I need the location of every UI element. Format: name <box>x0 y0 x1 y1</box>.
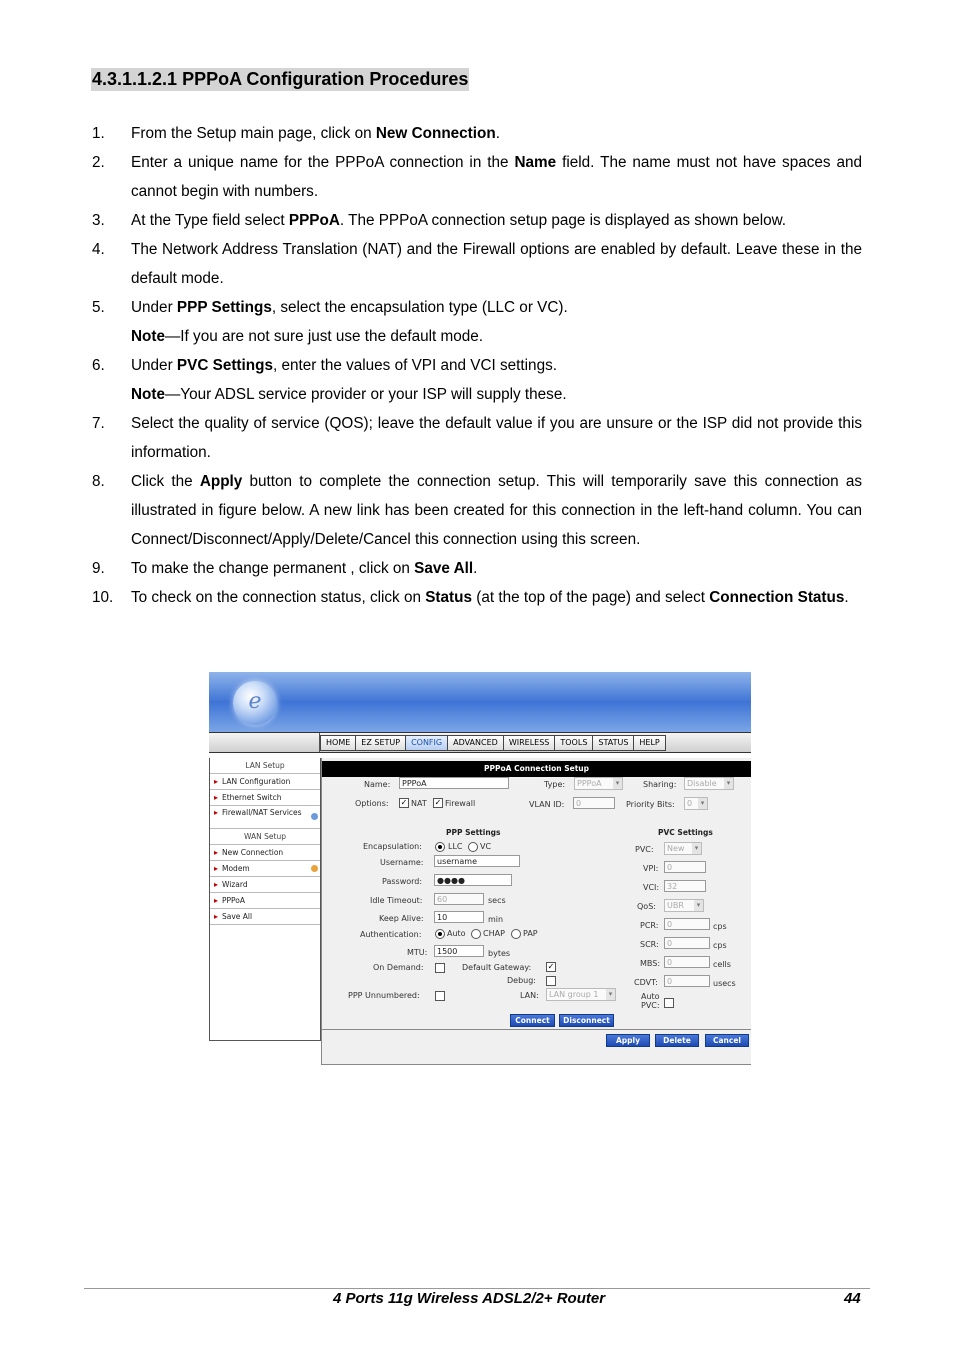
step-note <box>92 322 862 351</box>
step-text: Enter a unique name for the PPPoA connection in the <box>131 154 515 171</box>
default-gateway-label: Default Gateway: <box>462 963 532 972</box>
ppp-unnumbered-checkbox[interactable] <box>435 991 445 1001</box>
mtu-input[interactable]: 1500 <box>434 945 484 957</box>
logo-letter: e <box>248 689 262 714</box>
priority-label: Priority Bits: <box>626 800 675 809</box>
sidebar-item-new-connection[interactable]: ▸ New Connection <box>210 845 320 861</box>
status-dot-icon <box>311 865 318 872</box>
step-note <box>92 380 862 409</box>
procedure-steps <box>92 119 862 612</box>
top-nav <box>209 732 751 753</box>
nat-checkbox[interactable]: ✓ <box>400 798 408 807</box>
bold-text: PVC Settings <box>176 357 273 374</box>
sidebar-item-lan-configuration[interactable]: ▸ LAN Configuration <box>210 774 320 790</box>
sidebar-item-firewall-nat[interactable] <box>210 806 320 829</box>
step-text: (at the top of the page) and select <box>471 589 710 606</box>
cancel-button[interactable]: Cancel <box>705 1034 749 1047</box>
cdvt-label: CDVT: <box>634 978 658 987</box>
step-number: 9. <box>92 560 105 577</box>
tab-config[interactable]: CONFIG <box>406 735 448 751</box>
status-dot-icon <box>311 813 318 820</box>
step-text: , enter the values of VPI and VCI settings. <box>272 357 557 374</box>
step-number: 6. <box>92 357 105 374</box>
procedure-step <box>92 409 862 467</box>
bold-text: Status <box>425 589 472 606</box>
nav-spacer <box>209 733 320 752</box>
auto-pvc-label-line1: Auto <box>641 992 660 1001</box>
pcr-label: PCR: <box>640 921 659 930</box>
bold-text: Note <box>131 386 165 403</box>
step-number: 4. <box>92 241 105 258</box>
cdvt-unit: usecs <box>713 979 736 988</box>
bold-text: New Connection <box>375 125 496 142</box>
mbs-unit: cells <box>713 960 731 969</box>
pvc-settings-title: PVC Settings <box>658 828 713 837</box>
step-number: 7. <box>92 415 105 432</box>
idle-timeout-label: Idle Timeout: <box>370 896 423 905</box>
vc-label: VC <box>480 842 492 851</box>
vci-input[interactable]: 32 <box>664 880 706 892</box>
step-text: —Your ADSL service provider or your ISP will supply these. <box>165 386 567 403</box>
password-input[interactable]: ●●●● <box>434 874 512 886</box>
sharing-label: Sharing: <box>643 780 677 789</box>
username-input[interactable]: username <box>434 855 520 867</box>
step-text: , select the encapsulation type (LLC or VC). <box>271 299 568 316</box>
step-text: . <box>844 589 849 606</box>
scr-input[interactable]: 0 <box>664 937 710 949</box>
procedure-step <box>92 119 862 148</box>
procedure-step <box>92 293 862 322</box>
brand-logo <box>233 681 277 725</box>
vpi-input[interactable]: 0 <box>664 861 706 873</box>
options-label: Options: <box>355 799 389 808</box>
nav-tabs <box>320 735 666 751</box>
authentication-label: Authentication: <box>360 930 422 939</box>
step-number: 2. <box>92 154 105 171</box>
sidebar-item-modem[interactable] <box>210 861 320 877</box>
scr-unit: cps <box>713 941 727 950</box>
auth-pap-label: PAP <box>523 929 538 938</box>
name-label: Name: <box>364 780 391 789</box>
llc-label: LLC <box>448 842 463 851</box>
tab-tools[interactable]: TOOLS <box>555 735 593 751</box>
footer-rule <box>84 1288 870 1289</box>
tab-ez-setup[interactable]: EZ SETUP <box>356 735 406 751</box>
sidebar-item-pppoa[interactable]: ▸ PPPoA <box>210 893 320 909</box>
cdvt-input[interactable]: 0 <box>664 975 710 987</box>
tab-help[interactable]: HELP <box>634 735 665 751</box>
section-heading: 4.3.1.1.2.1 PPPoA Configuration Procedures <box>92 69 469 89</box>
auto-pvc-label-line2: PVC: <box>641 1001 660 1010</box>
mbs-input[interactable]: 0 <box>664 956 710 968</box>
auto-pvc-checkbox[interactable] <box>664 998 674 1008</box>
page-number: 44 <box>844 1290 861 1307</box>
router-ui-screenshot <box>209 672 751 1066</box>
procedure-step <box>92 467 862 554</box>
step-text: button to complete the connection setup. This will temporarily save this connection as illustrated in figure below. A new link has been created for this connection in the left-hand column. You can Connect/Disconnect/Apply/Delete/Cancel this connection using this screen. <box>131 473 863 548</box>
bold-text: Note <box>131 328 165 345</box>
banner <box>209 672 751 732</box>
step-text: Select the quality of service (QOS); leave the default value if you are unsure or the ISP did not provide this information. <box>131 415 862 461</box>
step-number: 1. <box>92 125 105 142</box>
procedure-step <box>92 583 862 612</box>
ppp-settings-title: PPP Settings <box>446 828 501 837</box>
bold-text: Name <box>514 154 557 171</box>
sidebar-header-lan: LAN Setup <box>210 758 320 774</box>
mtu-label: MTU: <box>407 948 428 957</box>
vc-radio[interactable] <box>468 842 478 852</box>
bold-text: PPPoA <box>288 212 340 229</box>
procedure-step <box>92 148 862 206</box>
auth-auto-radio[interactable] <box>435 929 445 939</box>
sidebar <box>209 758 321 1041</box>
bold-text: Save All <box>414 560 474 577</box>
tab-advanced[interactable]: ADVANCED <box>448 735 504 751</box>
vci-label: VCI: <box>643 883 660 892</box>
step-text: At the Type field select <box>131 212 289 229</box>
llc-radio[interactable] <box>435 842 445 852</box>
auth-chap-radio[interactable] <box>471 929 481 939</box>
sidebar-item-ethernet-switch[interactable]: ▸ Ethernet Switch <box>210 790 320 806</box>
bold-text: PPP Settings <box>176 299 272 316</box>
step-text: Under <box>131 299 177 316</box>
password-label: Password: <box>382 877 423 886</box>
auth-chap-label: CHAP <box>483 929 505 938</box>
procedure-step <box>92 235 862 293</box>
mtu-unit: bytes <box>488 949 511 958</box>
pvc-select[interactable]: New ▾ <box>664 842 702 855</box>
sidebar-item-label: Modem <box>222 864 250 873</box>
step-text: From the Setup main page, click on <box>131 125 376 142</box>
ppp-unnumbered-label: PPP Unnumbered: <box>348 991 420 1000</box>
sidebar-item-save-all[interactable]: ▸ Save All <box>210 909 320 925</box>
divider <box>322 1029 751 1030</box>
pcr-unit: cps <box>713 922 727 931</box>
username-label: Username: <box>380 858 424 867</box>
step-text: —If you are not sure just use the default mode. <box>165 328 484 345</box>
pvc-label: PVC: <box>635 845 654 854</box>
procedure-step <box>92 554 862 583</box>
sharing-select[interactable]: Disable ▾ <box>684 777 734 790</box>
qos-label: QoS: <box>637 902 656 911</box>
scr-label: SCR: <box>640 940 659 949</box>
vlan-input[interactable]: 0 <box>573 797 615 809</box>
keep-alive-unit: min <box>488 915 504 924</box>
step-text: . The PPPoA connection setup page is displayed as shown below. <box>339 212 787 229</box>
step-text: Click the <box>131 473 200 490</box>
step-number: 3. <box>92 212 105 229</box>
tab-home[interactable]: HOME <box>320 735 356 751</box>
idle-timeout-unit: secs <box>488 896 506 905</box>
apply-button[interactable]: Apply <box>606 1034 650 1047</box>
nat-label: NAT <box>411 799 427 808</box>
encapsulation-label: Encapsulation: <box>363 842 422 851</box>
debug-checkbox[interactable] <box>546 976 556 986</box>
step-number: 5. <box>92 299 105 316</box>
disconnect-button[interactable]: Disconnect <box>559 1014 614 1027</box>
lan-label: LAN: <box>520 991 539 1000</box>
auth-pap-radio[interactable] <box>511 929 521 939</box>
step-text: To check on the connection status, click on <box>131 589 426 606</box>
default-gateway-checkbox[interactable]: ✓ <box>547 962 555 971</box>
type-label: Type: <box>544 780 566 789</box>
on-demand-checkbox[interactable] <box>435 963 445 973</box>
vlan-label: VLAN ID: <box>529 800 565 809</box>
auth-auto-label: Auto <box>447 929 466 938</box>
on-demand-label: On Demand: <box>373 963 424 972</box>
delete-button[interactable]: Delete <box>655 1034 699 1047</box>
pcr-input[interactable]: 0 <box>664 918 710 930</box>
step-text: The Network Address Translation (NAT) and the Firewall options are enabled by default. Leave these in the default mode. <box>131 241 862 287</box>
step-text: Under <box>131 357 177 374</box>
step-text: . <box>473 560 478 577</box>
sidebar-item-label: Firewall/NAT Services <box>222 808 302 817</box>
type-select[interactable]: PPPoA ▾ <box>574 777 623 790</box>
idle-timeout-input[interactable]: 60 <box>434 893 484 905</box>
procedure-step <box>92 351 862 380</box>
content-title: PPPoA Connection Setup <box>322 761 751 777</box>
vpi-label: VPI: <box>643 864 659 873</box>
priority-select[interactable]: 0 ▾ <box>684 797 708 810</box>
lan-group-select[interactable]: LAN group 1 ▾ <box>546 988 616 1001</box>
sidebar-item-wizard[interactable]: ▸ Wizard <box>210 877 320 893</box>
procedure-step <box>92 206 862 235</box>
step-number: 8. <box>92 473 105 490</box>
firewall-checkbox[interactable]: ✓ <box>434 798 442 807</box>
name-input[interactable]: PPPoA <box>399 777 509 789</box>
step-number: 10. <box>92 589 114 606</box>
auto-pvc-label <box>641 992 660 1010</box>
bold-text: Connection Status <box>709 589 845 606</box>
footer-title: 4 Ports 11g Wireless ADSL2/2+ Router <box>333 1290 606 1307</box>
keep-alive-label: Keep Alive: <box>379 914 424 923</box>
sidebar-header-wan: WAN Setup <box>210 829 320 845</box>
tab-status[interactable]: STATUS <box>593 735 634 751</box>
keep-alive-input[interactable]: 10 <box>434 911 484 923</box>
bold-text: Apply <box>199 473 243 490</box>
mbs-label: MBS: <box>640 959 661 968</box>
tab-wireless[interactable]: WIRELESS <box>504 735 556 751</box>
firewall-label: Firewall <box>445 799 476 808</box>
connect-button[interactable]: Connect <box>510 1014 555 1027</box>
debug-label: Debug: <box>507 976 537 985</box>
qos-select[interactable]: UBR ▾ <box>664 899 704 912</box>
step-text: field. The name must not have spaces and cannot begin with numbers. <box>131 154 862 200</box>
step-text: . <box>495 125 500 142</box>
content-panel <box>321 758 751 1065</box>
step-text: To make the change permanent , click on <box>131 560 415 577</box>
